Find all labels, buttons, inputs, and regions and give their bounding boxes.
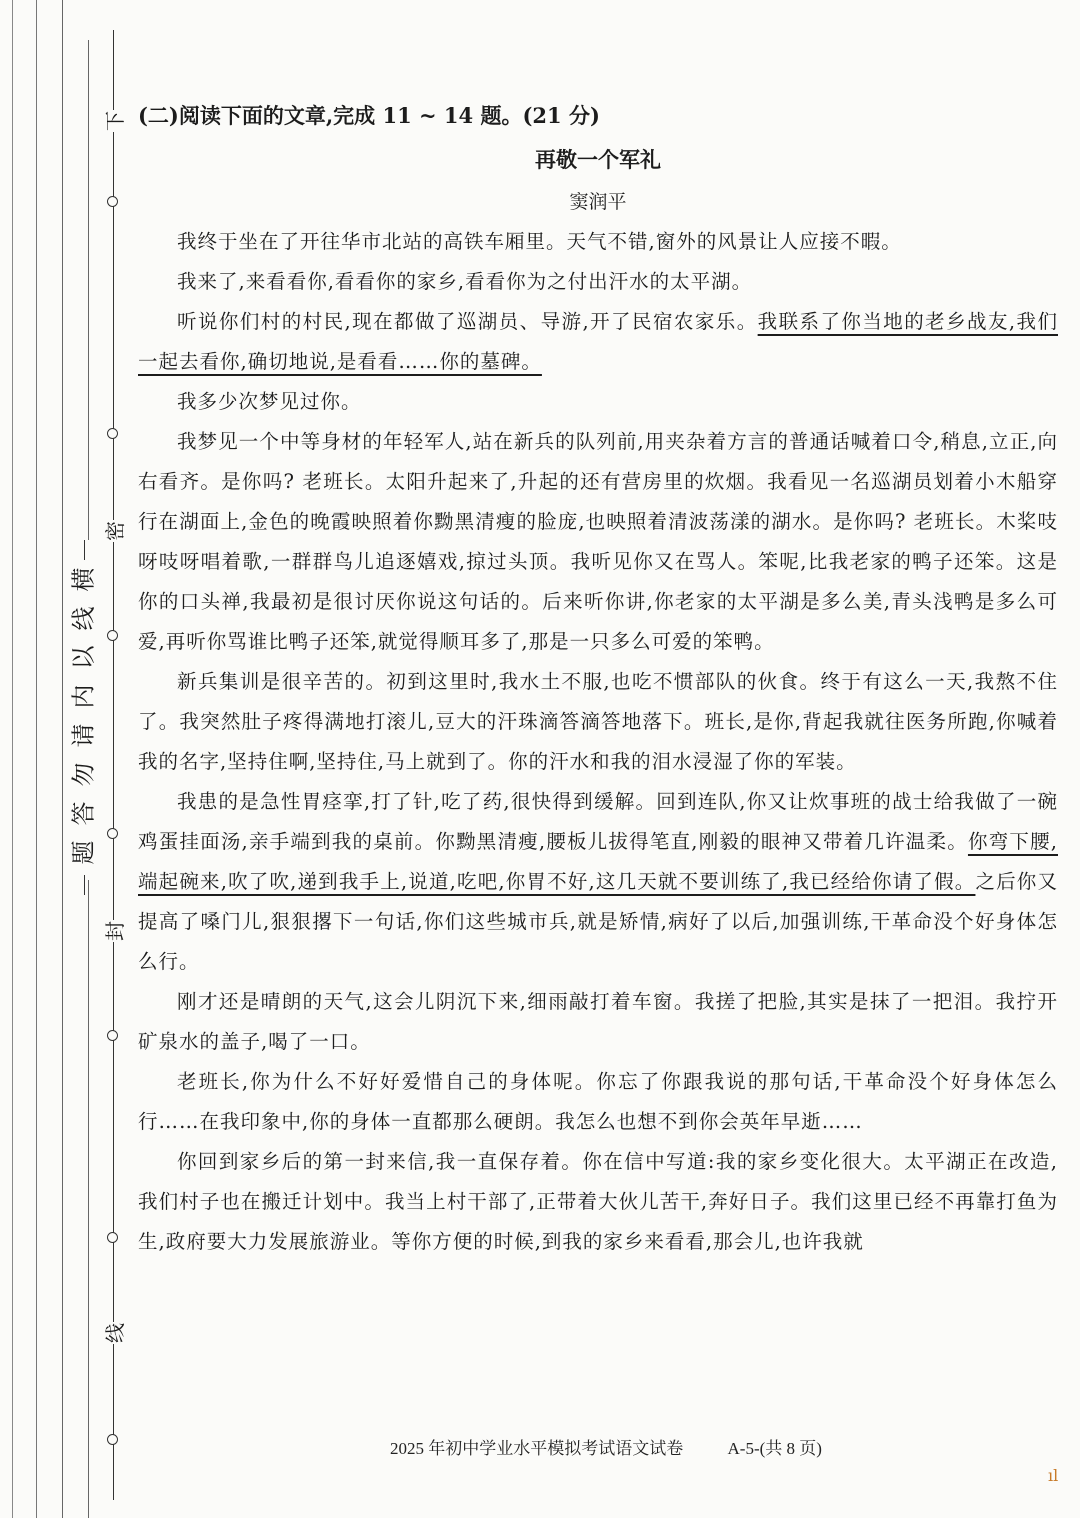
paragraph-text: 我终于坐在了开往华市北站的高铁车厢里。天气不错,窗外的风景让人应接不暇。 [177,230,902,253]
paragraph-text: 我梦见一个中等身材的年轻军人,站在新兵的队列前,用夹杂着方言的普通话喊着口令,稍息,立正,向右看齐。是你吗? 老班长。太阳升起来了,升起的还有营房里的炊烟。我看见一名巡湖员划着小木船穿行在湖面上,金色的晚霞映照着你黝黑清瘦的脸庞,也映照着清波荡漾的湖水。是你吗? 老班长。木桨吱呀吱呀唱着歌,一群群鸟儿追逐嬉戏,掠过头顶。我听见你又在骂人。笨呢,比我老家的鸭子还笨。这是你的口头禅,我最初是很讨厌你说这句话的。后来听你讲,你老家的太平湖是多么美,青头浅鸭是多么可爱,再听你骂谁比鸭子还笨,就觉得顺耳多了,那是一只多么可爱的笨鸭。 [138,430,1058,653]
article-body [138,222,1058,1262]
exam-title: 2025 年初中学业水平模拟考试语文试卷 [390,1439,684,1458]
warning-line [84,540,85,560]
article-author: 窦润平 [569,191,627,213]
paragraph-text: 我来了,来看看你,看看你的家乡,看看你为之付出汗水的太平湖。 [177,270,753,293]
article-paragraph [138,302,1058,382]
margin-rule [62,0,63,1518]
paragraph-text: 老班长,你为什么不好好爱惜自己的身体呢。你忘了你跟我说的那句话,干革命没个好身体怎么行……在我印象中,你的身体一直都那么硬朗。我怎么也想不到你会英年早逝…… [138,1070,1058,1133]
page-number: A-5-(共 8 页) [727,1439,822,1458]
reading-section [138,96,1058,1262]
binding-char: 下 [103,111,127,131]
article-paragraph [138,1062,1058,1142]
article-paragraph [138,422,1058,662]
article-paragraph [138,262,1058,302]
margin-rule [88,40,89,540]
page-footer [390,1434,822,1459]
warning-line [84,875,85,895]
article-paragraph [138,662,1058,782]
underlined-sentence: 你弯下腰,端起碗来,吹了吹,递到我手上,说道,吃吧,你胃不好,这几天就不要训练了,我已经给你请了假。 [138,830,1058,893]
binding-char: 密 [103,521,127,541]
paragraph-text: 之后你又提高了嗓门儿,狠狠撂下一句话,你们这些城市兵,就是矫情,病好了以后,加强训练,干革命没个好身体怎么行。 [138,870,1058,973]
binding-circle [107,1434,118,1445]
margin-rule [12,0,13,1518]
answer-warning: 横 线 以 内 请 勿 答 题 [69,567,98,865]
article-paragraph [138,982,1058,1062]
paragraph-text: 新兵集训是很辛苦的。初到这里时,我水土不服,也吃不惯部队的伙食。终于有这么一天,我熬不住了。我突然肚子疼得满地打滚儿,豆大的汗珠滴答滴答地落下。班长,是你,背起我就往医务所跑,你喊着我的名字,坚持住啊,坚持住,马上就到了。你的汗水和我的泪水浸湿了你的军装。 [138,670,1058,773]
binding-char: 封 [103,921,127,941]
binding-circle [107,428,118,439]
paragraph-text: 听说你们村的村民,现在都做了巡湖员、导游,开了民宿农家乐。 [177,310,758,333]
paragraph-text: 我患的是急性胃痉挛,打了针,吃了药,很快得到缓解。回到连队,你又让炊事班的战士给我做了一碗鸡蛋挂面汤,亲手端到我的桌前。你黝黑清瘦,腰板儿拔得笔直,刚毅的眼神又带着几许温柔。 [138,790,1058,853]
article-paragraph [138,1142,1058,1262]
margin-rule [36,0,37,1518]
paragraph-text: 我多少次梦见过你。 [177,390,362,413]
binding-char: 线 [103,1323,127,1343]
binding-circle [107,828,118,839]
paragraph-text: 你回到家乡后的第一封来信,我一直保存着。你在信中写道:我的家乡变化很大。太平湖正在改造,我们村子也在搬迁计划中。我当上村干部了,正带着大伙儿苦干,奔好日子。我们这里已经不再靠打鱼为生,政府要大力发展旅游业。等你方便的时候,到我的家乡来看看,那会儿,也许我就 [138,1150,1058,1253]
article-paragraph [138,782,1058,982]
article-paragraph [138,222,1058,262]
binding-circle [107,630,118,641]
article-paragraph [138,382,1058,422]
binding-circle [107,196,118,207]
pen-mark: ıl [1048,1466,1059,1485]
binding-circle [107,1030,118,1041]
paragraph-text: 刚才还是晴朗的天气,这会儿阴沉下来,细雨敲打着车窗。我搓了把脸,其实是抹了一把泪。我拧开矿泉水的盖子,喝了一口。 [138,990,1058,1053]
underlined-sentence: 我联系了你当地的老乡战友,我们一起去看你,确切地说,是看看……你的墓碑。 [138,310,1058,373]
binding-circle [107,1232,118,1243]
article-title: 再敬一个军礼 [535,147,661,172]
binding-line [113,30,114,1500]
section-heading: (二)阅读下面的文章,完成 11 ~ 14 题。(21 分) [138,103,600,128]
margin-rule [88,880,89,1518]
